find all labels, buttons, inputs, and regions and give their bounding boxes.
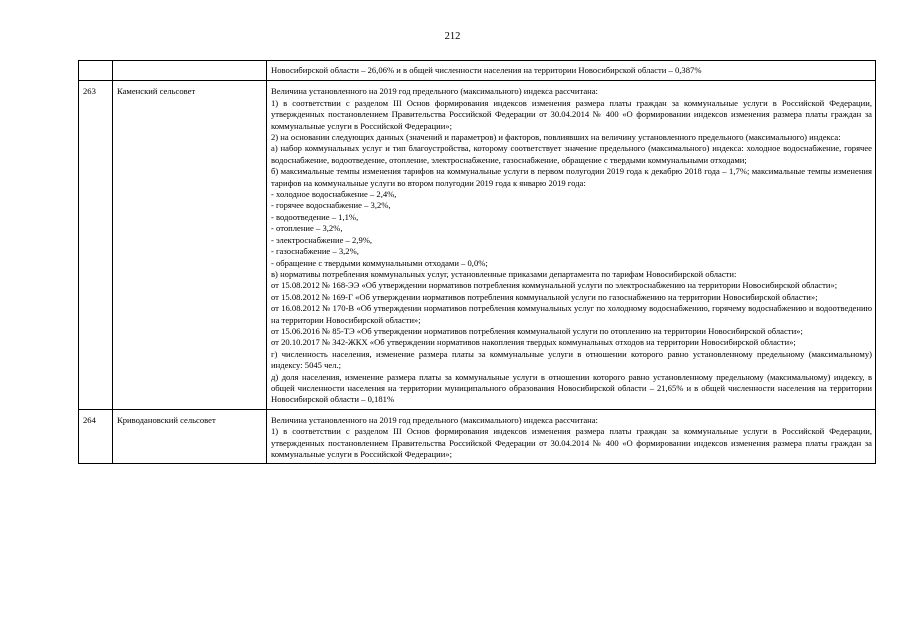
description-paragraph: - горячее водоснабжение – 3,2%,	[271, 200, 391, 211]
description-paragraph: - холодное водоснабжение – 2,4%,	[271, 189, 397, 200]
row-number-cell: 264	[79, 409, 113, 464]
description-paragraph: от 15.08.2012 № 168-ЭЭ «Об утверждении нормативов потребления коммунальной услуги по электроснабжению на территории Новосибирской области»;	[271, 280, 838, 291]
description-cell	[267, 81, 876, 409]
row-number-cell	[79, 61, 113, 81]
description-paragraph: Новосибирской области – 26,06% и в общей численности населения на территории Новосибирской области – 0,387%	[271, 65, 702, 75]
description-paragraph: а) набор коммунальных услуг и тип благоустройства, которому соответствует значение предельного (максимального) индекса: холодное водоснабжение, горячее водоснабжение, водоотведение, отопление, электроснабжение, газоснабжение, обращение с твердыми коммунальными отходами;	[271, 143, 872, 165]
description-paragraph: в) нормативы потребления коммунальных услуг, установленные приказами департамента по тарифам Новосибирской области:	[271, 268, 737, 279]
municipality-name-cell	[113, 61, 267, 81]
description-paragraph: - обращение с твердыми коммунальными отходами – 0,0%;	[271, 257, 488, 268]
municipality-name-cell: Каменский сельсовет	[113, 81, 267, 409]
row-number-cell: 263	[79, 81, 113, 409]
table-row	[79, 61, 876, 81]
description-paragraph: 2) на основании следующих данных (значений и параметров) и факторов, повлиявших на величину установленного предельного (максимального) индекса:	[271, 132, 841, 143]
description-paragraph: Величина установленного на 2019 год предельного (максимального) индекса рассчитана:	[271, 414, 598, 425]
description-paragraph: - водоотведение – 1,1%,	[271, 211, 359, 222]
table-row	[79, 81, 876, 409]
municipality-name-cell: Криводановский сельсовет	[113, 409, 267, 464]
table-row	[79, 409, 876, 464]
table-body	[79, 61, 876, 464]
page-number: 212	[444, 31, 461, 42]
description-paragraph: 1) в соответствии с разделом III Основ формирования индексов изменения размера платы граждан за коммунальные услуги в Российской Федерации, утвержденных постановлением Правительства Российской Федерации от 30.04.2014 № 400 «О формировании индексов изменения размера платы граждан за коммунальные услуги в Российской Федерации»;	[271, 426, 872, 459]
description-paragraph: от 20.10.2017 № 342-ЖКХ «Об утверждении нормативов накопления твердых коммунальных отходов на территории Новосибирской области»;	[271, 337, 796, 348]
description-paragraph: 1) в соответствии с разделом III Основ формирования индексов изменения размера платы граждан за коммунальные услуги в Российской Федерации, утвержденных постановлением Правительства Российской Федерации от 30.04.2014 № 400 «О формировании индексов изменения размера платы граждан за коммунальные услуги в Российской Федерации»;	[271, 97, 872, 131]
description-paragraph: от 15.08.2012 № 169-Г «Об утверждении нормативов потребления коммунальной услуги по газоснабжению на территории Новосибирской области»;	[271, 291, 818, 302]
description-cell	[267, 409, 876, 464]
description-paragraph: - отопление – 3,2%,	[271, 223, 343, 234]
description-paragraph: от 15.06.2016 № 85-ТЭ «Об утверждении нормативов потребления коммунальной услуги по отоплению на территории Новосибирской области»;	[271, 325, 803, 336]
description-paragraph: от 16.08.2012 № 170-В «Об утверждении нормативов потребления коммунальных услуг по холодному водоснабжению, горячему водоснабжению и водоотведению на территории Новосибирской области»;	[271, 303, 872, 325]
description-paragraph: д) доля населения, изменение размера платы за коммунальные услуги в отношении которого равно установленному предельному (максимальному) индексу, в общей численности населения на территории муниципального образования Новосибирской области – 21,65% и в общей численности населения на территории Новосибирской области – 0,181%	[271, 371, 872, 405]
indices-table	[78, 60, 876, 464]
description-paragraph: - электроснабжение – 2,9%,	[271, 234, 373, 245]
description-cell	[267, 61, 876, 81]
description-paragraph: б) максимальные темпы изменения тарифов на коммунальные услуги в первом полугодии 2019 года к декабрю 2018 года – 1,7%; максимальные темпы изменения тарифов на коммунальные услуги во втором полугодии 2019 года к январю 2019 года:	[271, 166, 872, 188]
description-paragraph: г) численность населения, изменение размера платы за коммунальные услуги в отношении которого равно установленному предельному (максимальному) индексу: 5045 чел.;	[271, 348, 872, 371]
description-paragraph: - газоснабжение – 3,2%,	[271, 246, 359, 257]
description-paragraph: Величина установленного на 2019 год предельного (максимального) индекса рассчитана:	[271, 86, 598, 97]
